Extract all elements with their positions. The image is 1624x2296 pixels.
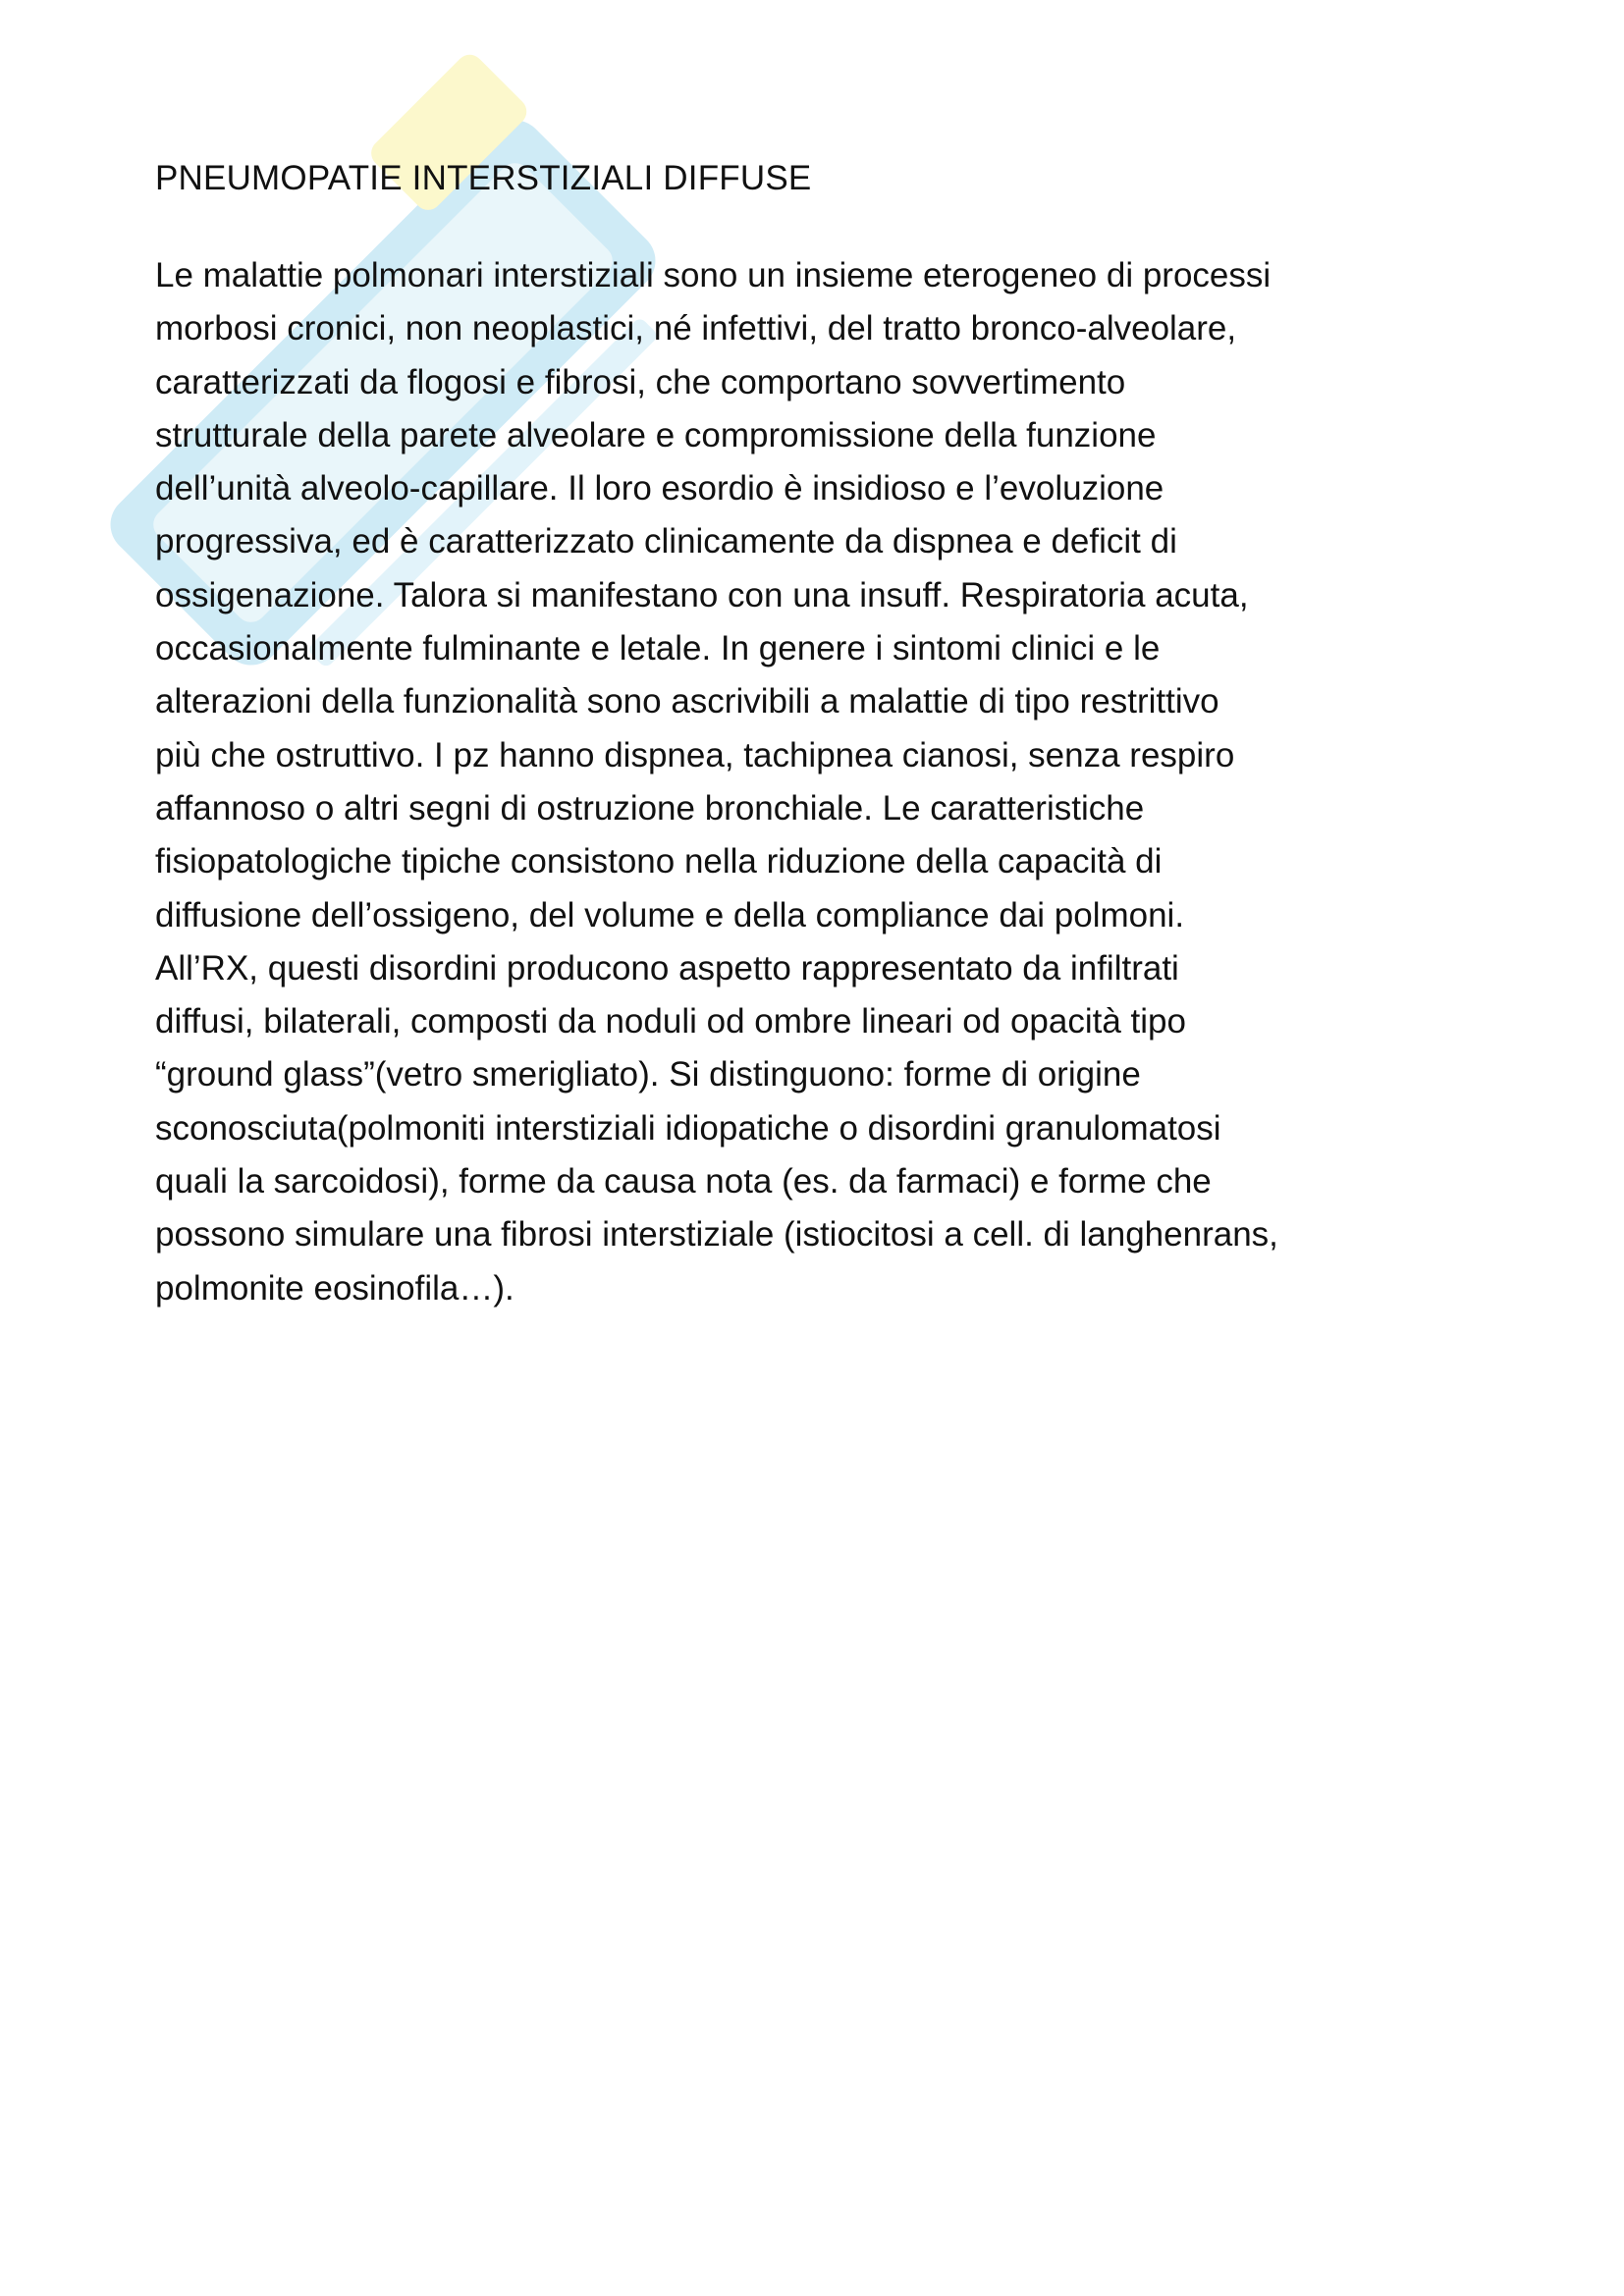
body-line: diffusi, bilaterali, composti da noduli od ombre lineari od opacità tipo	[155, 1002, 1186, 1041]
body-line: quali la sarcoidosi), forme da causa nota (es. da farmaci) e forme che	[155, 1162, 1212, 1201]
body-line: caratterizzati da flogosi e fibrosi, che comportano sovvertimento	[155, 362, 1126, 401]
body-line: fisiopatologiche tipiche consistono nella riduzione della capacità di	[155, 842, 1163, 881]
body-line: affannoso o altri segni di ostruzione bronchiale. Le caratteristiche	[155, 788, 1145, 828]
body-line: Le malattie polmonari interstiziali sono un insieme eterogeneo di processi	[155, 256, 1272, 294]
body-line: dell’unità alveolo-capillare. Il loro esordio è insidioso e l’evoluzione	[155, 469, 1164, 508]
body-line: morbosi cronici, non neoplastici, né infettivi, del tratto bronco-alveolare,	[155, 309, 1237, 348]
body-line: “ground glass”(vetro smerigliato). Si distinguono: forme di origine	[155, 1055, 1141, 1095]
document-body	[155, 249, 1530, 1315]
body-line: diffusione dell’ossigeno, del volume e della compliance dai polmoni.	[155, 895, 1185, 934]
document-title: PNEUMOPATIE INTERSTIZIALI DIFFUSE	[155, 159, 812, 197]
body-line: ossigenazione. Talora si manifestano con una insuff. Respiratoria acuta,	[155, 575, 1249, 614]
body-line: All’RX, questi disordini producono aspetto rappresentato da infiltrati	[155, 948, 1179, 988]
body-line: occasionalmente fulminante e letale. In genere i sintomi clinici e le	[155, 629, 1161, 668]
body-line: polmonite eosinofila…).	[155, 1268, 514, 1308]
body-line: più che ostruttivo. I pz hanno dispnea, tachipnea cianosi, senza respiro	[155, 735, 1235, 774]
body-line: progressiva, ed è caratterizzato clinicamente da dispnea e deficit di	[155, 522, 1177, 561]
body-line: sconosciuta(polmoniti interstiziali idiopatiche o disordini granulomatosi	[155, 1108, 1221, 1148]
body-line: strutturale della parete alveolare e compromissione della funzione	[155, 415, 1157, 454]
body-line: possono simulare una fibrosi interstiziale (istiocitosi a cell. di langhenrans,	[155, 1215, 1278, 1255]
body-line: alterazioni della funzionalità sono ascrivibili a malattie di tipo restrittivo	[155, 682, 1219, 721]
